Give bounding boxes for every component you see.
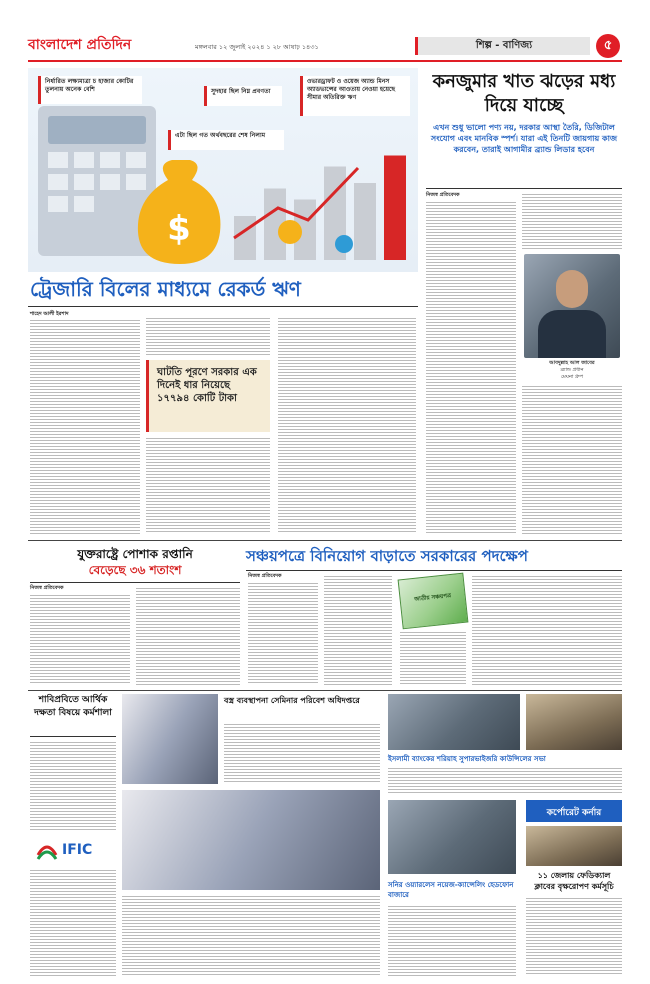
masthead bbox=[28, 34, 188, 56]
islami-headline: ইসলামী ব্যাংকের শরিয়াহ সুপারভাইজরি কাউন্সিলের সভা bbox=[388, 754, 546, 763]
shabipobi-rule bbox=[30, 736, 116, 737]
savings-byline: নিজস্ব প্রতিবেদক bbox=[248, 573, 282, 579]
treasury-card-4-text: এটা ছিল গত অর্থবছরের শেষ নিলাম bbox=[175, 132, 266, 139]
garments-body-col1 bbox=[30, 593, 130, 685]
ific-body bbox=[30, 868, 116, 976]
garments-headline-2: বেড়েছে ৩৬ শতাংশ bbox=[88, 563, 182, 577]
corporate-corner-label bbox=[526, 800, 622, 822]
corporate-event-photo bbox=[526, 694, 622, 750]
tree-planting-photo bbox=[526, 826, 622, 866]
treasury-headline: ট্রেজারি বিলের মাধ্যমে রেকর্ড ঋণ bbox=[30, 277, 301, 301]
section-label bbox=[415, 37, 590, 55]
consumer-body-col2-bottom bbox=[522, 384, 622, 534]
sony-headline: সনির ওয়্যারলেস নয়েজ-ক্যান্সেলিং হেডফোন বাজারে bbox=[388, 880, 514, 899]
treasury-pull-quote bbox=[146, 360, 270, 432]
chart-bar bbox=[384, 156, 406, 261]
treasury-rule bbox=[28, 306, 418, 307]
consumer-deck: এখন শুধু ভালো পণ্য নয়, দরকার আস্থা তৈরি, ডিজিটাল সংযোগ এবং মানবিক স্পর্শ। যারা এই তিনটি জায়গায় কাজ করবেন, তারাই আগামীর ব্র্যান্ড লিডার হবেন bbox=[430, 123, 618, 154]
garments-byline: নিজস্ব প্রতিবেদক bbox=[30, 585, 64, 591]
treasury-pull-quote-text: ঘাটতি পূরণে সরকার এক দিনেই ধার নিয়েছে ১৭৭৯৪ কোটি টাকা bbox=[157, 367, 257, 404]
date-line: মঙ্গলবার ১২ জুলাই ২০২৪ ১ ২৮ আষাঢ় ১৪৩১ bbox=[195, 43, 319, 51]
treasury-card-1 bbox=[38, 76, 142, 104]
ific-logo bbox=[30, 836, 116, 864]
caption-title: ব্র্যান্ড প্রধান bbox=[560, 367, 584, 373]
savings-body-col3 bbox=[400, 630, 466, 686]
treasury-card-4 bbox=[168, 130, 284, 150]
consumer-rule bbox=[426, 188, 622, 189]
sony-body bbox=[388, 904, 516, 976]
treasury-card-3-text: ওভারড্রাফট ও ওয়েজ অ্যান্ড মিনস অ্যাডভান্সের আওতায় নেওয়া হয়েছে সীমার অতিরিক্ত ঋণ bbox=[307, 78, 396, 101]
shabipobi-headline: শাবিপ্রবিতে আর্থিক দক্ষতা বিষয়ে কর্মশালা bbox=[34, 695, 112, 718]
islami-bank-photo bbox=[388, 694, 520, 750]
treasury-body-col1 bbox=[30, 318, 140, 534]
caption-name: আবদুল্লাহ আল জাবের bbox=[549, 360, 595, 366]
seminar-body bbox=[224, 722, 380, 784]
consumer-caption bbox=[524, 360, 620, 381]
savings-headline: সঞ্চয়পত্রে বিনিয়োগ বাড়াতে সরকারের পদক্ষেপ bbox=[246, 547, 528, 565]
treasury-card-1-text: নির্ধারিত লক্ষ্যমাত্রা চ হাজার কোটির তুলনায় অনেক বেশি bbox=[45, 78, 134, 93]
treasury-body-col2b bbox=[146, 436, 270, 534]
portrait-suit bbox=[538, 310, 606, 358]
savings-certificate-image bbox=[398, 573, 469, 630]
treasury-card-2-text: সুদহার ছিল নিম্ন প্রবণতা bbox=[211, 88, 271, 95]
section-divider-2 bbox=[28, 690, 622, 691]
consumer-portrait bbox=[524, 254, 620, 358]
header-rule bbox=[28, 60, 622, 62]
garments-body-col2 bbox=[136, 586, 240, 686]
corporate-headline: ১১ জেলায় ফেডিক্যাল ক্লাবের বৃক্ষরোপণ কর্মসূচি bbox=[534, 870, 614, 891]
garments-headline-1: যুক্তরাষ্ট্রে পোশাক রপ্তানি bbox=[77, 547, 193, 561]
treasury-body-col3 bbox=[278, 316, 416, 534]
ific-event-body bbox=[122, 894, 380, 976]
certificate-title: জাতীয় সঞ্চয়পত্র bbox=[414, 593, 452, 603]
pie-icon-2 bbox=[335, 235, 353, 253]
ific-event-photo bbox=[122, 790, 380, 890]
seminar-headline: বস্ত্র ব্যবস্থাপনা সেমিনার পরিবেশ অধিদপ্তরে bbox=[224, 695, 360, 705]
corporate-corner-text: কর্পোরেট কর্নার bbox=[546, 808, 602, 818]
section-divider-1 bbox=[28, 540, 622, 541]
savings-body-col1 bbox=[248, 581, 318, 685]
page-number-badge bbox=[596, 34, 620, 58]
seminar-photo bbox=[122, 694, 218, 784]
section-name: শিল্প - বাণিজ্য bbox=[475, 40, 533, 51]
consumer-body-col2-top bbox=[522, 192, 622, 250]
corporate-body bbox=[526, 896, 622, 976]
masthead-logo: বাংলাদেশ প্রতিদিন bbox=[28, 37, 132, 53]
shabipobi-body bbox=[30, 740, 116, 830]
treasury-graphic bbox=[28, 68, 418, 272]
consumer-body-col1 bbox=[426, 200, 516, 534]
portrait-head bbox=[556, 270, 588, 308]
chart-bar bbox=[234, 216, 256, 260]
treasury-body-col2 bbox=[146, 316, 270, 356]
ific-emblem-icon bbox=[36, 839, 58, 861]
calculator-screen bbox=[48, 116, 146, 144]
garments-rule bbox=[30, 582, 240, 583]
pie-icon-1 bbox=[278, 220, 302, 244]
chart-bar bbox=[354, 183, 376, 260]
consumer-byline: নিজস্ব প্রতিবেদক bbox=[426, 192, 460, 198]
treasury-card-3 bbox=[300, 76, 410, 116]
consumer-headline: কনজুমার খাত ঝড়ের মধ্য দিয়ে যাচ্ছে bbox=[432, 71, 616, 116]
caption-company: মেঘনা গ্রুপ bbox=[560, 374, 584, 380]
islami-body bbox=[388, 766, 622, 794]
ific-logo-text: IFIC bbox=[62, 842, 93, 858]
treasury-card-2 bbox=[204, 86, 282, 106]
dollar-icon: $ bbox=[167, 209, 191, 249]
savings-rule bbox=[246, 570, 622, 571]
treasury-byline-text: শাহেদ আলী ইরশাদ bbox=[30, 311, 69, 317]
page-number: ৫ bbox=[603, 38, 613, 53]
savings-body-col4 bbox=[472, 574, 622, 686]
savings-body-col2 bbox=[324, 574, 392, 686]
meeting-photo bbox=[388, 800, 516, 874]
